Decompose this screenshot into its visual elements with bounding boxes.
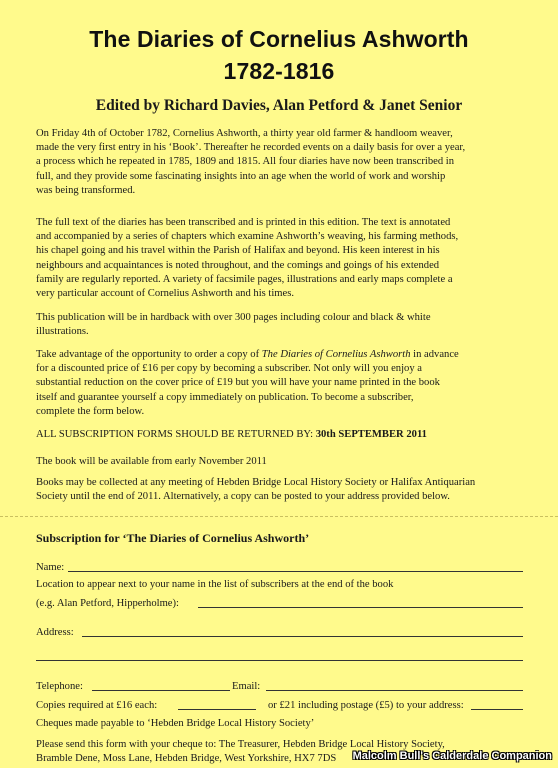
book-title-italic: The Diaries of Cornelius Ashworth (261, 349, 411, 360)
text-line: and accompanied by a series of chapters which examine Ashworth’s weaving, his farming methods, (36, 231, 459, 243)
telephone-field[interactable] (92, 690, 230, 691)
text-line: full, and they provide some fascinating insights into an age when the world of work and worship (36, 170, 446, 182)
text-line: family are regularly reported. A variety of facsimile pages, illustrations and early maps complete a (36, 273, 453, 285)
text-line: The book will be available from early November 2011 (36, 456, 267, 467)
text-line: his chapel going and his travel within the Parish of Halifax and beyond. His keen interest in his (36, 245, 440, 257)
watermark: Malcolm Bull's Calderdale Companion (352, 750, 552, 762)
availability-notice (36, 455, 522, 469)
text-segment: Take advantage of the opportunity to order a copy of (36, 349, 262, 360)
text-line: was being transformed. (36, 184, 136, 196)
location-example: (e.g. Alan Petford, Hipperholme): (36, 598, 179, 609)
text-line: This publication will be in hardback with over 300 pages including colour and black & white (36, 312, 431, 323)
deadline-date: 30th SEPTEMBER 2011 (315, 429, 427, 440)
email-field[interactable] (266, 690, 523, 691)
text-line: itself and guarantee yourself a copy immediately on publication. To become a subscriber, (36, 391, 414, 403)
name-label: Name: (36, 562, 65, 573)
content-paragraph (36, 216, 522, 301)
copies-postage-label: or £21 including postage (£5) to your address: (268, 700, 464, 711)
intro-paragraph (36, 127, 522, 198)
text-line: Books may be collected at any meeting of Hebden Bridge Local History Society or Halifax Antiquarian (36, 477, 476, 488)
text-line: The full text of the diaries has been transcribed and is printed in this edition. The text is annotated (36, 217, 451, 228)
subscription-paragraph (36, 348, 522, 419)
format-paragraph (36, 311, 522, 339)
location-label: Location to appear next to your name in the list of subscribers at the end of the book (36, 579, 394, 590)
copies-16-field[interactable] (178, 709, 256, 710)
fold-divider (0, 516, 558, 517)
editors-credit: Edited by Richard Davies, Alan Petford & Janet Senior (95, 97, 463, 114)
text-segment: in advance (410, 349, 459, 360)
name-field[interactable] (68, 571, 523, 572)
title-line-2-years: 1782-1816 (223, 58, 335, 84)
deadline-label: ALL SUBSCRIPTION FORMS SHOULD BE RETURNED BY: (36, 429, 316, 440)
location-field[interactable] (198, 607, 523, 608)
text-line: Society until the end of 2011. Alternatively, a copy can be posted to your address provided below. (36, 491, 450, 503)
text-line (36, 428, 522, 442)
text-line: complete the form below. (36, 405, 145, 417)
address-field-line-1[interactable] (82, 636, 523, 637)
address-field-line-2[interactable] (36, 660, 523, 661)
text-line: illustrations. (36, 326, 89, 338)
send-instructions-line-1: Please send this form with your cheque to: The Treasurer, Hebden Bridge Local History Society, (36, 739, 445, 750)
text-line: On Friday 4th of October 1782, Cornelius Ashworth, a thirty year old farmer & handloom weaver, (36, 128, 453, 139)
text-line: substantial reduction on the cover price of £19 but you will have your name printed in the book (36, 377, 440, 389)
deadline-notice (36, 428, 522, 442)
copies-21-field[interactable] (471, 709, 523, 710)
cheques-note: Cheques made payable to ‘Hebden Bridge Local History Society’ (36, 718, 315, 729)
send-instructions-line-2: Bramble Dene, Moss Lane, Hebden Bridge, West Yorkshire, HX7 7DS (36, 753, 337, 764)
form-heading: Subscription for ‘The Diaries of Cornelius Ashworth’ (36, 531, 310, 545)
text-line: a process which he repeated in 1785, 1809 and 1815. All four diaries have now been transcribed in (36, 156, 455, 168)
collection-paragraph (36, 476, 522, 504)
text-line (36, 348, 522, 362)
title-line-1: The Diaries of Cornelius Ashworth (89, 26, 469, 52)
text-line: very particular account of Cornelius Ashworth and his times. (36, 288, 295, 300)
email-label: Email: (232, 681, 261, 692)
text-line: made the very first entry in his ‘Book’. Thereafter he recorded events on a daily basis for over a year, (36, 142, 466, 154)
telephone-label: Telephone: (36, 681, 83, 692)
text-line: neighbours and acquaintances is noted throughout, and the comings and goings of his extended (36, 259, 440, 271)
text-line: for a discounted price of £16 per copy by becoming a subscriber. Not only will you enjoy a (36, 363, 422, 375)
address-label: Address: (36, 627, 74, 638)
copies-label: Copies required at £16 each: (36, 700, 158, 711)
